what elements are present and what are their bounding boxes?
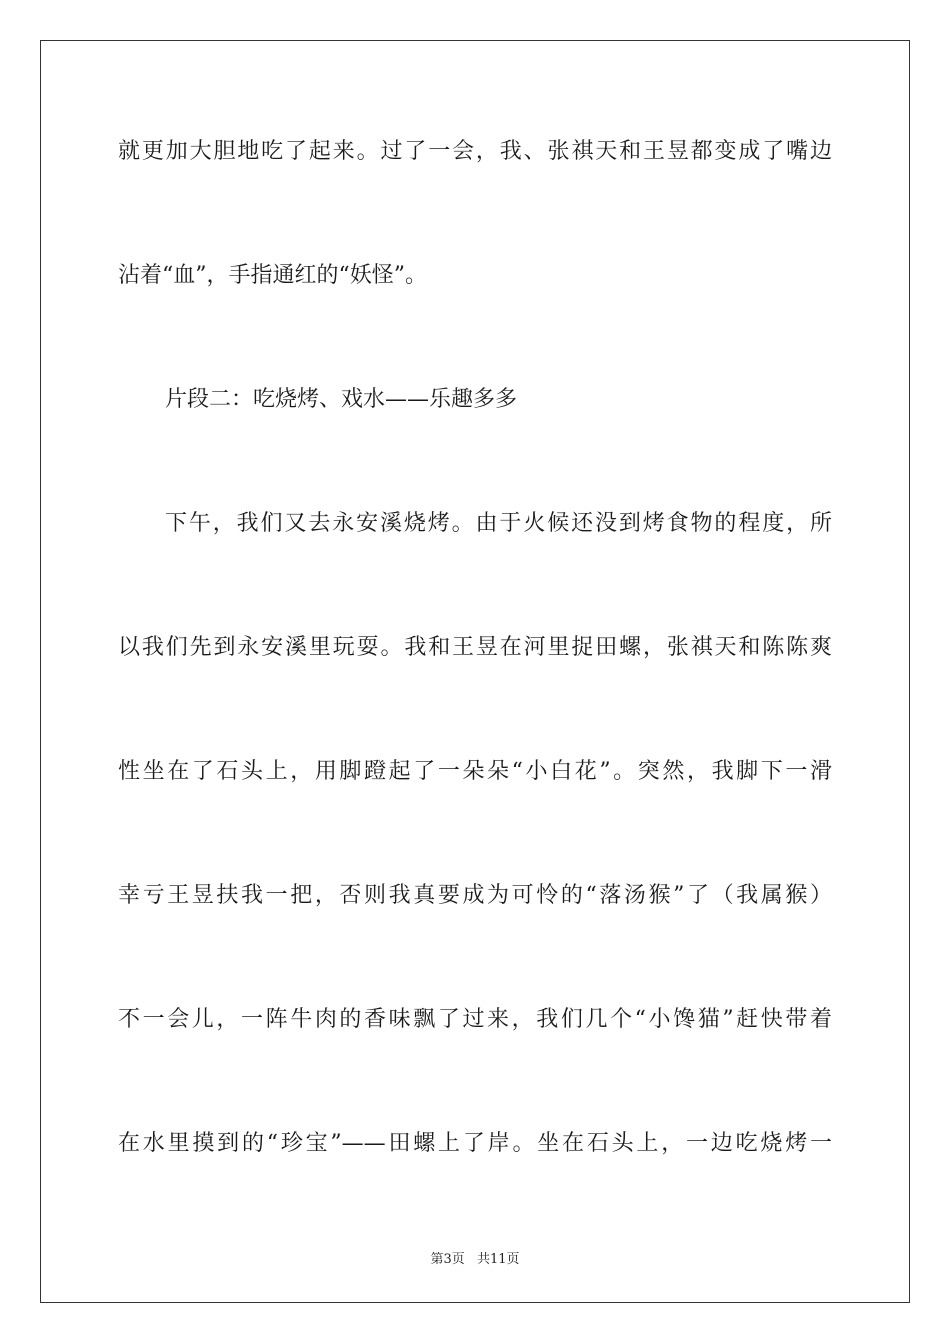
paragraph-line-8: 在水里摸到的“珍宝”——田螺上了岸。坐在石头上，一边吃烧烤一 — [118, 1131, 832, 1156]
paragraph-line-2: 沾着“血”，手指通红的“妖怪”。 — [118, 263, 427, 288]
paragraph-line-4: 以我们先到永安溪里玩耍。我和王昱在河里捉田螺，张祺天和陈陈爽 — [118, 635, 832, 660]
section-heading: 片段二：吃烧烤、戏水——乐趣多多 — [165, 387, 518, 412]
paragraph-line-7: 不一会儿，一阵牛肉的香味飘了过来，我们几个“小馋猫”赶快带着 — [118, 1007, 832, 1032]
page-number: 第3页 — [430, 1252, 465, 1267]
paragraph-line-1: 就更加大胆地吃了起来。过了一会，我、张祺天和王昱都变成了嘴边 — [118, 139, 832, 164]
paragraph-line-5: 性坐在了石头上，用脚蹬起了一朵朵“小白花”。突然，我脚下一滑 — [118, 759, 832, 784]
page-border — [40, 40, 910, 1303]
page-footer — [0, 1248, 950, 1267]
paragraph-line-6: 幸亏王昱扶我一把，否则我真要成为可怜的“落汤猴”了（我属猴） — [118, 883, 832, 908]
paragraph-line-3: 下午，我们又去永安溪烧烤。由于火候还没到烤食物的程度，所 — [165, 511, 832, 536]
page-total: 共11页 — [476, 1252, 520, 1267]
